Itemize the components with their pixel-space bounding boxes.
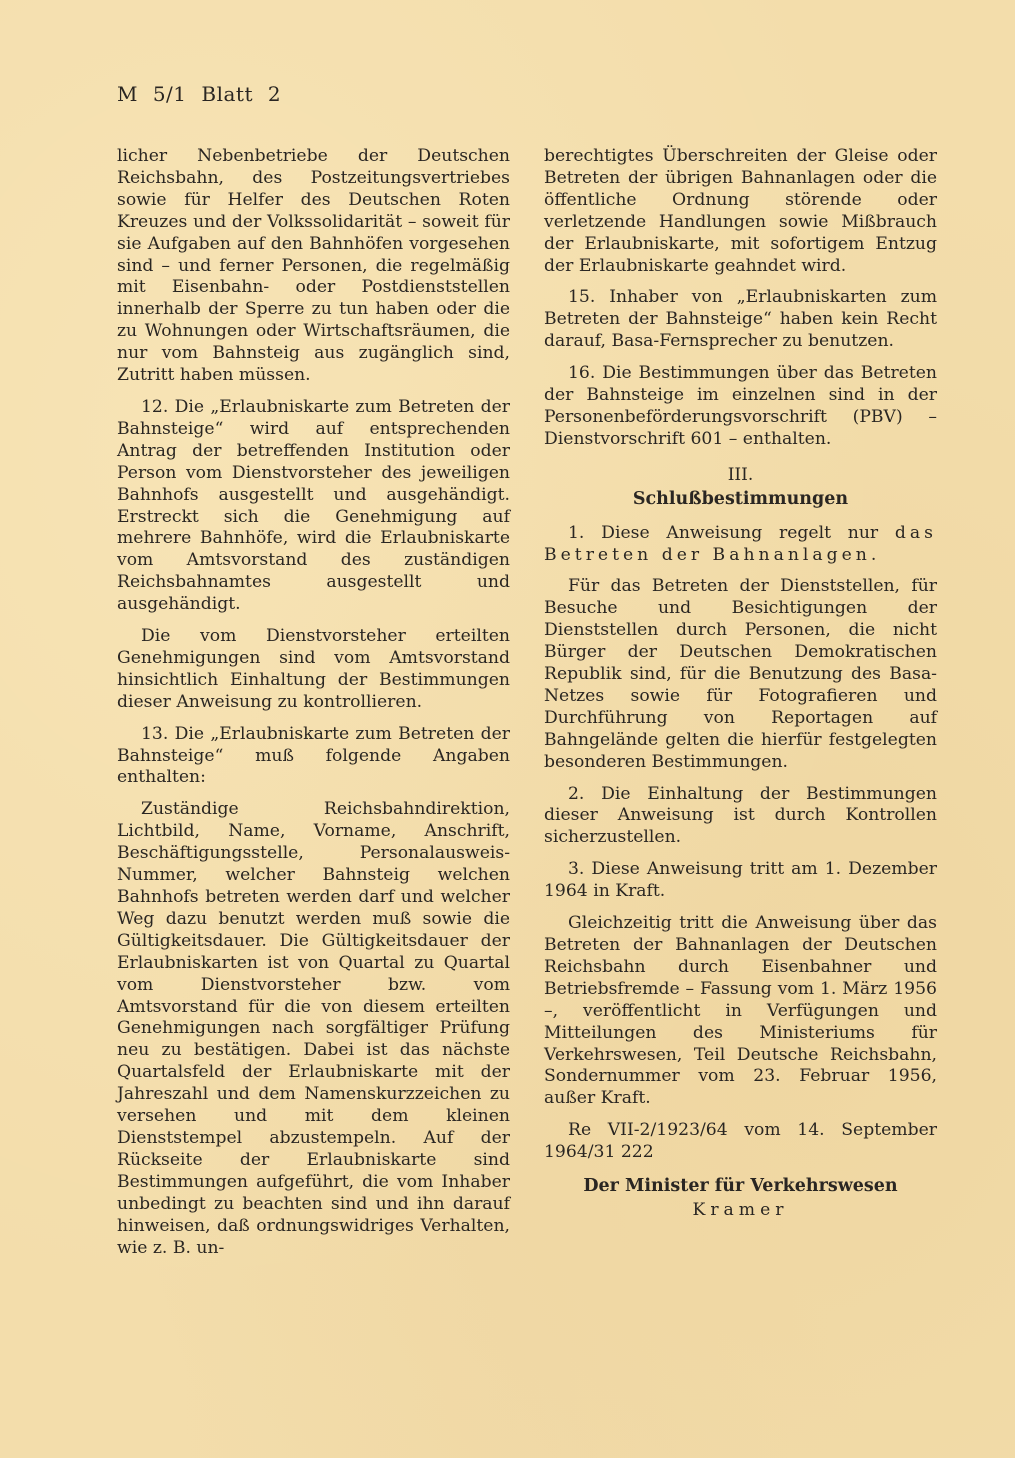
- paragraph-14-continuation: berechtigtes Überschreiten der Gleise oder Betreten der übrigen Bahnanlagen oder die öffentliche Ordnung störende oder verletzende Handlungen sowie Mißbrauch der Erlaubniskarte, mit sofortigem Entzug der Erlaubniskarte geahndet wird.: [544, 146, 937, 276]
- paragraph-15: 15. Inhaber von „Erlaubniskarten zum Betreten der Bahnsteige“ haben kein Recht darauf, Basa-Fernsprecher zu benutzen.: [544, 287, 937, 352]
- paragraph-12-b: Die vom Dienstvorsteher erteilten Genehmigungen sind vom Amtsvorstand hinsichtlich Einhaltung der Bestimmungen dieser Anweisung zu kontrollieren.: [117, 626, 510, 712]
- signature-title: Der Minister für Verkehrswesen: [583, 1176, 898, 1197]
- reference-number: Re VII-2/1923/64 vom 14. September 1964/31 222: [544, 1120, 937, 1163]
- final-provision-3: 3. Diese Anweisung tritt am 1. Dezember 1964 in Kraft.: [544, 859, 937, 902]
- final-provision-1-b: Für das Betreten der Dienststellen, für Besuche und Besichtigungen der Dienststellen durch Personen, die nicht Bürger der Deutschen Demokratischen Republik sind, für die Benutzung des Basa-Netzes sowie für Fotografieren und Durchführung von Reportagen auf Bahngelände gelten die hierfür festgelegten besonderen Bestimmungen.: [544, 576, 937, 772]
- signer-name: Kramer: [692, 1199, 789, 1220]
- final-provision-1-prefix: 1. Diese Anweisung regelt nur: [568, 522, 895, 543]
- final-provision-1-suffix: .: [870, 544, 877, 565]
- sheet-number: Blatt 2: [201, 82, 282, 106]
- final-provision-1: [544, 523, 937, 567]
- final-provision-3-b: Gleichzeitig tritt die Anweisung über das Betreten der Bahnanlagen der Deutschen Reichsbahn durch Eisenbahner und Betriebsfremde – Fassung vom 1. März 1956 –, veröffentlicht in Verfügungen und Mitteilungen des Ministeriums für Verkehrswesen, Teil Deutsche Reichsbahn, Sondernummer vom 23. Februar 1956, außer Kraft.: [544, 913, 937, 1109]
- page-header: [117, 82, 281, 106]
- section-title: Schlußbestimmungen: [632, 488, 849, 509]
- paragraph-12: 12. Die „Erlaubniskarte zum Betreten der Bahnsteige“ wird auf entsprechenden Antrag der betreffenden Institution oder Person vom Dienstvorsteher des jeweiligen Bahnhofs ausgestellt und ausgehändigt. Erstreckt sich die Genehmigung auf mehrere Bahnhöfe, wird die Erlaubniskarte vom Amtsvorstand des zuständigen Reichsbahnamtes ausgestellt und ausgehändigt.: [117, 396, 510, 615]
- paragraph-11-continuation: licher Nebenbetriebe der Deutschen Reichsbahn, des Postzeitungsvertriebes sowie für Helfer des Deutschen Roten Kreuzes und der Volkssolidarität – soweit für sie Aufgaben auf den Bahnhöfen vorgesehen sind – und ferner Personen, die regelmäßig mit Eisenbahn- oder Postdienststellen innerhalb der Sperre zu tun haben oder die zu Wohnungen oder Wirtschaftsräumen, die nur vom Bahnsteig aus zugänglich sind, Zutritt haben müssen.: [117, 146, 510, 386]
- final-provision-1-emphasis: das Betreten der Bahnanlagen: [544, 522, 937, 565]
- left-column: [117, 146, 510, 1269]
- right-column: [544, 146, 937, 1222]
- section-number: III.: [727, 464, 754, 485]
- final-provision-2: 2. Die Einhaltung der Bestimmungen dieser Anweisung ist durch Kontrollen sicherzustellen.: [544, 783, 937, 848]
- document-reference: M 5/1: [117, 82, 187, 106]
- paragraph-16: 16. Die Bestimmungen über das Betreten der Bahnsteige im einzelnen sind in der Personenbeförderungsvorschrift (PBV) – Dienstvorschrift 601 – enthalten.: [544, 363, 937, 449]
- paragraph-13-b: Zuständige Reichsbahndirektion, Lichtbild, Name, Vorname, Anschrift, Beschäftigungsstelle, Personalausweis-Nummer, welcher Bahnsteig welchen Bahnhofs betreten werden darf und welcher Weg dazu benutzt werden muß sowie die Gültigkeitsdauer. Die Gültigkeitsdauer der Erlaubniskarten ist von Quartal zu Quartal vom Dienstvorsteher bzw. vom Amtsvorstand für die von diesem erteilten Genehmigungen nach sorgfältiger Prüfung neu zu bestätigen. Dabei ist das nächste Quartalsfeld der Erlaubniskarte mit der Jahreszahl und dem Namenskurzzeichen zu versehen und mit dem kleinen Dienststempel abzustempeln. Auf der Rückseite der Erlaubniskarte sind Bestimmungen aufgeführt, die vom Inhaber unbedingt zu beachten sind und ihn darauf hinweisen, daß ordnungswidriges Verhalten, wie z. B. un-: [117, 799, 510, 1258]
- paragraph-13: 13. Die „Erlaubniskarte zum Betreten der Bahnsteige“ muß folgende Angaben enthalten:: [117, 723, 510, 788]
